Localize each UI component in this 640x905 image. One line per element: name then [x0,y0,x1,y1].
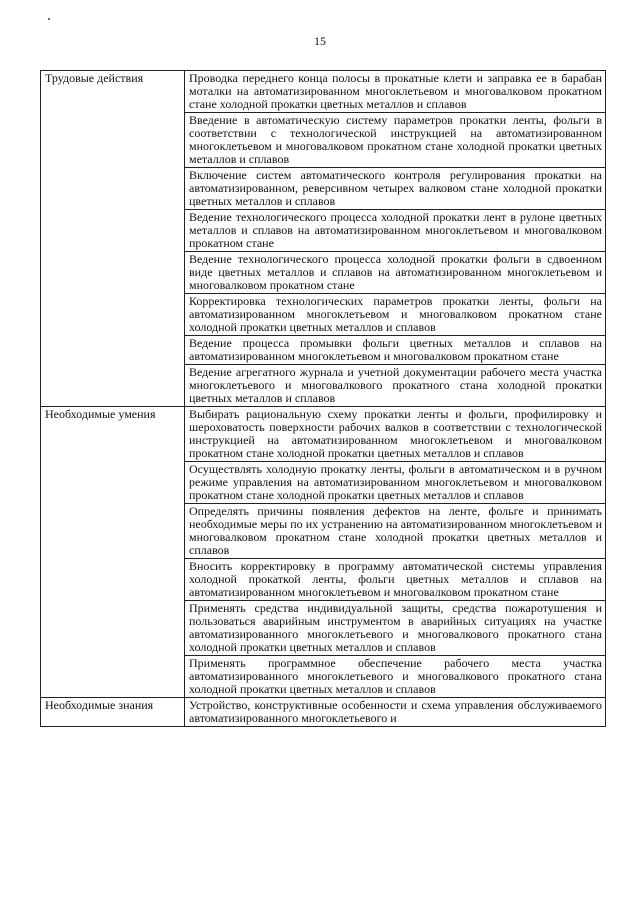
requirement-text: Определять причины появления дефектов на ленте, фольге и принимать необходимые меры по их устранению на автоматизированном многоклетьевом и многовалковом прокатном стане холодной прокатки цветных металлов и сплавов [185,504,606,559]
requirement-text: Осуществлять холодную прокатку ленты, фольги в автоматическом и в ручном режиме управления на автоматизированном многоклетьевом и многовалковом прокатном стане холодной прокатки цветных металлов и сплавов [185,462,606,504]
section-label: Необходимые знания [41,698,185,727]
requirement-text: Выбирать рациональную схему прокатки ленты и фольги, профилировку и шероховатость поверхности рабочих валков в соответствии с технологической инструкцией на автоматизированном многоклетьевом и многовалковом прокатном стане холодной прокатки цветных металлов и сплавов [185,407,606,462]
requirement-text: Включение систем автоматического контроля регулирования прокатки на автоматизированном, реверсивном четырех валковом стане холодной прокатки цветных металлов и сплавов [185,168,606,210]
scan-speck [48,18,50,20]
requirement-text: Введение в автоматическую систему параметров прокатки ленты, фольги в соответствии с технологической инструкцией на автоматизированном многоклетьевом и многовалковом прокатном стане холодной прокатки цветных металлов и сплавов [185,113,606,168]
requirement-text: Ведение технологического процесса холодной прокатки фольги в сдвоенном виде цветных металлов и сплавов на автоматизированном многоклетьевом и многовалковом прокатном стане [185,252,606,294]
requirement-text: Проводка переднего конца полосы в прокатные клети и заправка ее в барабан моталки на автоматизированном многоклетьевом и многовалковом прокатном стане холодной прокатки цветных металлов и сплавов [185,71,606,113]
table-row [41,71,606,113]
requirement-text: Ведение агрегатного журнала и учетной документации рабочего места участка многоклетьевого и многовалкового прокатного стана холодной прокатки цветных металлов и сплавов [185,365,606,407]
requirement-text: Устройство, конструктивные особенности и схема управления обслуживаемого автоматизированного многоклетьевого и [185,698,606,727]
section-label: Трудовые действия [41,71,185,407]
requirement-text: Ведение процесса промывки фольги цветных металлов и сплавов на автоматизированном многоклетьевом и многовалковом прокатном стане [185,336,606,365]
requirement-text: Применять программное обеспечение рабочего места участка автоматизированного многоклетьевого и многовалкового прокатного стана холодной прокатки цветных металлов и сплавов [185,656,606,698]
requirement-text: Корректировка технологических параметров прокатки ленты, фольги на автоматизированном многоклетьевом и многовалковом прокатном стане холодной прокатки цветных металлов и сплавов [185,294,606,336]
page-number: 15 [314,34,326,48]
table-row [41,407,606,462]
requirement-text: Применять средства индивидуальной защиты, средства пожаротушения и пользоваться аварийным инструментом в аварийных ситуациях на участке автоматизированного многоклетьевого и многовалкового прокатного стана холодной прокатки цветных металлов и сплавов [185,601,606,656]
section-label: Необходимые умения [41,407,185,698]
requirements-table [40,70,606,727]
requirement-text: Ведение технологического процесса холодной прокатки лент в рулоне цветных металлов и сплавов на автоматизированном многоклетьевом и многовалковом прокатном стане [185,210,606,252]
requirement-text: Вносить корректировку в программу автоматической системы управления холодной прокаткой ленты, фольги цветных металлов и сплавов на автоматизированном многоклетьевом и многовалковом прокатном стане [185,559,606,601]
table-row [41,698,606,727]
